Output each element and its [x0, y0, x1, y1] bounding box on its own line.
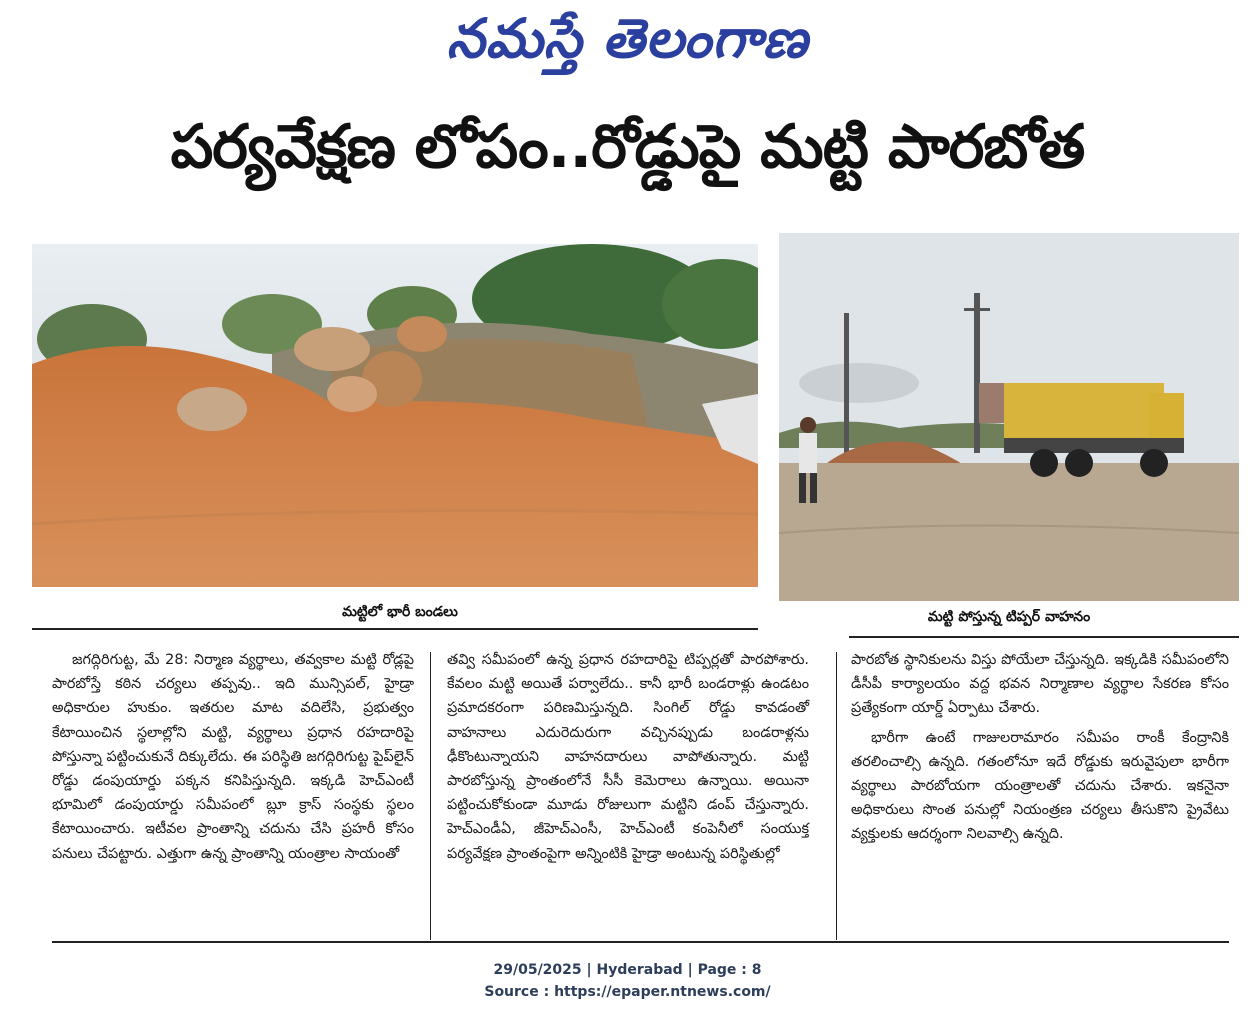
article-bottom-rule [52, 941, 1229, 943]
newspaper-masthead: నమస్తే తెలంగాణ [446, 6, 809, 70]
article-paragraph: తవ్వి సమీపంలో ఉన్న ప్రధాన రహదారిపై టిప్పర్లతో పారపోశారు. కేవలం మట్టి అయితే పర్వాలేదు.. కానీ భారీ బండరాళ్లు ఉండటం ప్రమాదకరంగా పరిణమిస్తున్నది. సింగిల్ రోడ్డు కావడంతో వాహనాలు ఎదురెదురుగా వచ్చినప్పుడు బండరాళ్లను ఢీకొంటున్నాయని వాహనదారులు వాపోతున్నారు. మట్టి పారబోస్తున్న ప్రాంతంలోనే సీసీ కెమెరాలు ఉన్నాయి. అయినా పట్టించుకోకుండా మూడు రోజులుగా మట్టిని డంప్ చేస్తున్నారు. హెచ్ఎండీఏ, జీహెచ్ఎంసీ, హెచ్ఎంటీ కంపెనీలో సంయుక్త పర్యవేక్షణ ప్రాంతంపైగా అన్నింటికి హైడ్రా అంటున్న పరిస్థితుల్లో [447, 652, 809, 862]
footer-date-page: 29/05/2025 | Hyderabad | Page : 8 [493, 962, 762, 978]
column-divider-1 [430, 652, 431, 940]
article-column-3 [851, 648, 1229, 852]
article-paragraph: భారీగా ఉంటే గాజులరామారం సమీపం రాంకీ కేంద్రానికి తరలించాల్సి ఉన్నది. గతంలోనూ ఇదే రోడ్డుకు ఇరువైపులా భారీగా వ్యర్థాలు పారబోయగా యంత్రాలతో చదును చేశారు. ఇకనైనా అధికారులు సొంత పనుల్లో నియంత్రణ చర్యలు తీసుకొని ప్రైవేటు వ్యక్తులకు ఆదర్శంగా నిలవాల్సి ఉన్నది. [851, 729, 1229, 843]
column-divider-2 [836, 652, 837, 940]
right-photo-caption: మట్టి పోస్తున్న టిప్పర్ వాహనం [927, 609, 1091, 625]
article-paragraph: పారబోత స్థానికులను విస్తు పోయేలా చేస్తున్నది. ఇక్కడికి సమీపంలోని డీసీపీ కార్యాలయం వద్ద భవన నిర్మాణాల వ్యర్థాల సేకరణ కోసం ప్రత్యేకంగా యార్డ్ ఏర్పాటు చేశారు. [851, 652, 1229, 717]
caption-rule-right [849, 636, 1239, 638]
article-column-2 [447, 648, 809, 871]
article-column-1 [52, 648, 414, 871]
caption-rule-left [32, 628, 758, 630]
left-photo-caption: మట్టిలో భారీ బండలు [342, 604, 458, 620]
tipper-truck-photo [779, 233, 1239, 601]
article-paragraph: జగద్గిరిగుట్ట, మే 28: నిర్మాణ వ్యర్థాలు, తవ్వకాల మట్టి రోడ్లపై పారబోస్తే కఠిన చర్యలు తప్పవు.. ఇది మున్సిపల్, హైడ్రా అధికారుల హుకుం. ఇతరుల మాట వదిలేసి, ప్రభుత్వం కేటాయించిన స్థలాల్లోని మట్టి, వ్యర్థాలు ప్రధాన రహదారిపై పోస్తున్నా పట్టించుకునే దిక్కులేదు. ఈ పరిస్థితి జగద్గిరిగుట్ట పైప్‌లైన్ రోడ్డు డంపుయార్డు పక్కన కనిపిస్తున్నది. ఇక్కడి హెచ్ఎంటీ భూమిలో డంపుయార్డు సమీపంలో బ్లూ క్రాస్ సంస్థకు స్థలం కేటాయించారు. ఇటీవల ప్రాంతాన్ని చదును చేసి ప్రహరీ కోసం పనులు చేపట్టారు. ఎత్తుగా ఉన్న ప్రాంతాన్ని యంత్రాల సాయంతో [52, 652, 414, 862]
article-headline: పర్యవేక్షణ లోపం..రోడ్డుపై మట్టి పారబోత [170, 112, 1085, 182]
footer-source-link[interactable]: Source : https://epaper.ntnews.com/ [484, 984, 771, 1000]
soil-heap-photo [32, 244, 758, 587]
